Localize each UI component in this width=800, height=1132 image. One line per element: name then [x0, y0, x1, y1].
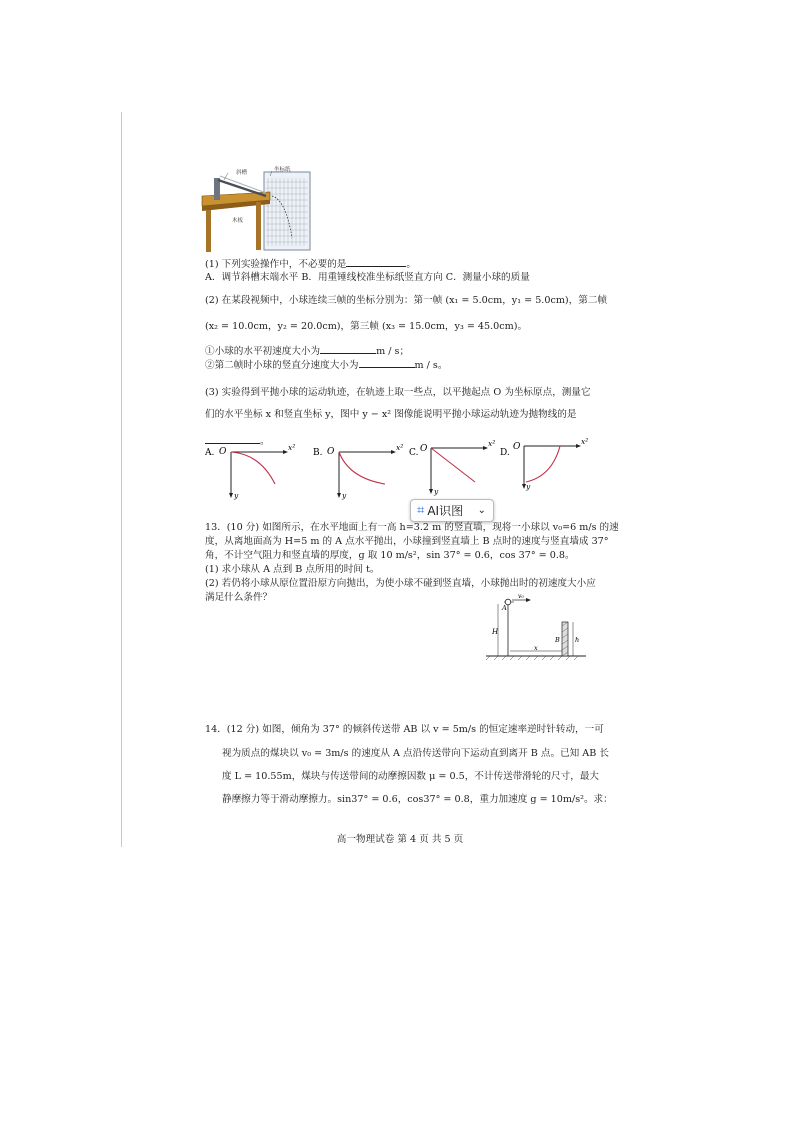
q13-wall-figure: [486, 594, 591, 664]
q12-2-line1: (2) 在某段视频中，小球连续三帧的坐标分别为：第一帧 (x₁ = 5.0cm，y₁ = 5.0cm)，第二帧: [205, 295, 608, 306]
ai-image-recognition-button[interactable]: [410, 499, 494, 522]
experiment-figure: [200, 166, 320, 256]
graph-curve: [431, 448, 475, 482]
graph-option-b: [313, 440, 408, 502]
q13-line2: 度，从离地面高为 H=5 m 的 A 点水平抛出，小球撞到竖直墙上 B 点时的速度与竖直墙成 37°: [205, 536, 609, 547]
label-plank: 木板: [232, 218, 244, 224]
graph-ylabel: y: [342, 491, 347, 500]
graph-curve: [231, 452, 275, 484]
q13-line3: 角，不计空气阻力和竖直墙的厚度，g 取 10 m/s²，sin 37° = 0.6，cos 37° = 0.8。: [205, 550, 575, 561]
label-a: A: [502, 604, 507, 612]
q12-3-blank: 。: [205, 434, 270, 448]
q12-1-options: A．调节斜槽末端水平 B．用重锤线校准坐标纸竖直方向 C．测量小球的质量: [205, 272, 530, 283]
graph-letter: C.: [409, 448, 419, 458]
q12-3-line1: (3) 实验得到平抛小球的运动轨迹，在轨迹上取一些点，以平抛起点 O 为坐标原点，测量它: [205, 387, 591, 398]
q13-line6: 满足什么条件？: [205, 592, 273, 603]
label-v0: v₀: [518, 594, 524, 600]
label-board: 坐标纸: [274, 167, 291, 173]
graph-xlabel: x²: [581, 437, 589, 446]
graph-origin: O: [420, 444, 428, 454]
q14-line4: 静摩擦力等于滑动摩擦力。sin37° = 0.6，cos37° = 0.8，重力加速度 g = 10m/s²。求：: [222, 794, 613, 805]
graph-ylabel: y: [434, 487, 439, 496]
graph-letter: A.: [205, 448, 215, 458]
graph-xlabel: x²: [488, 439, 496, 448]
answer-blank: [359, 358, 415, 368]
label-H: H: [492, 628, 499, 636]
q12-3-line2: 们的水平坐标 x 和竖直坐标 y，图中 y − x² 图像能说明平抛小球运动轨迹为抛物线的是: [205, 409, 577, 420]
label-h: h: [575, 636, 580, 644]
page-margin-line: [121, 112, 122, 847]
q14-line3: 度 L = 10.55m，煤块与传送带间的动摩擦因数 μ = 0.5，不计传送带滑轮的尺寸，最大: [222, 771, 600, 782]
q12-2-line2: (x₂ = 10.0cm，y₂ = 20.0cm)，第三帧 (x₃ = 15.0cm，y₃ = 45.0cm)。: [205, 321, 528, 332]
answer-blank: [320, 344, 376, 354]
label-b: B: [555, 636, 560, 644]
graph-xlabel: x²: [396, 443, 404, 452]
graph-ylabel: y: [234, 491, 239, 500]
graph-letter: B.: [313, 448, 323, 458]
graph-curve: [339, 452, 385, 484]
q14-line2: 视为质点的煤块以 v₀ = 3m/s 的速度从 A 点沿传送带向下运动直到离开 B 点。已知 AB 长: [222, 748, 609, 759]
q12-2-sub2: ②第二帧时小球的竖直分速度大小为 m / s。: [205, 360, 448, 371]
graph-option-a: [205, 440, 300, 502]
graph-curve: [526, 446, 560, 482]
answer-blank: [346, 257, 406, 267]
chevron-down-icon[interactable]: ⌄: [477, 505, 486, 516]
q13-line5: (2) 若仍将小球从原位置沿原方向抛出，为使小球不碰到竖直墙，小球抛出时的初速度大小应: [205, 578, 596, 589]
label-chute: 斜槽: [236, 170, 248, 176]
scan-icon: ⌗: [417, 503, 425, 518]
graph-ylabel: y: [526, 482, 531, 491]
graph-xlabel: x²: [288, 443, 296, 452]
q12-1-prompt: (1) 下列实验操作中，不必要的是 。: [205, 259, 416, 270]
page-footer: 高一物理试卷 第 4 页 共 5 页: [336, 834, 464, 845]
graph-origin: O: [219, 447, 227, 457]
q13-line4: (1) 求小球从 A 点到 B 点所用的时间 t。: [205, 564, 380, 575]
graph-letter: D.: [500, 448, 510, 458]
ai-button-label: AI识图: [427, 504, 464, 518]
q12-2-sub1: ①小球的水平初速度大小为 m / s；: [205, 346, 410, 357]
q14-line1: 14．(12 分) 如图，倾角为 37° 的倾斜传送带 AB 以 v = 5m/s 的恒定速率逆时针转动，一可: [205, 724, 604, 735]
graph-option-c: [409, 436, 504, 498]
label-x: x: [534, 644, 538, 652]
graph-option-d: [500, 436, 595, 498]
q13-line1: 13．(10 分) 如图所示，在水平地面上有一高 h=3.2 m 的竖直墙，现将一小球以 v₀=6 m/s 的速: [205, 522, 619, 533]
graph-origin: O: [513, 442, 521, 452]
graph-origin: O: [327, 447, 335, 457]
